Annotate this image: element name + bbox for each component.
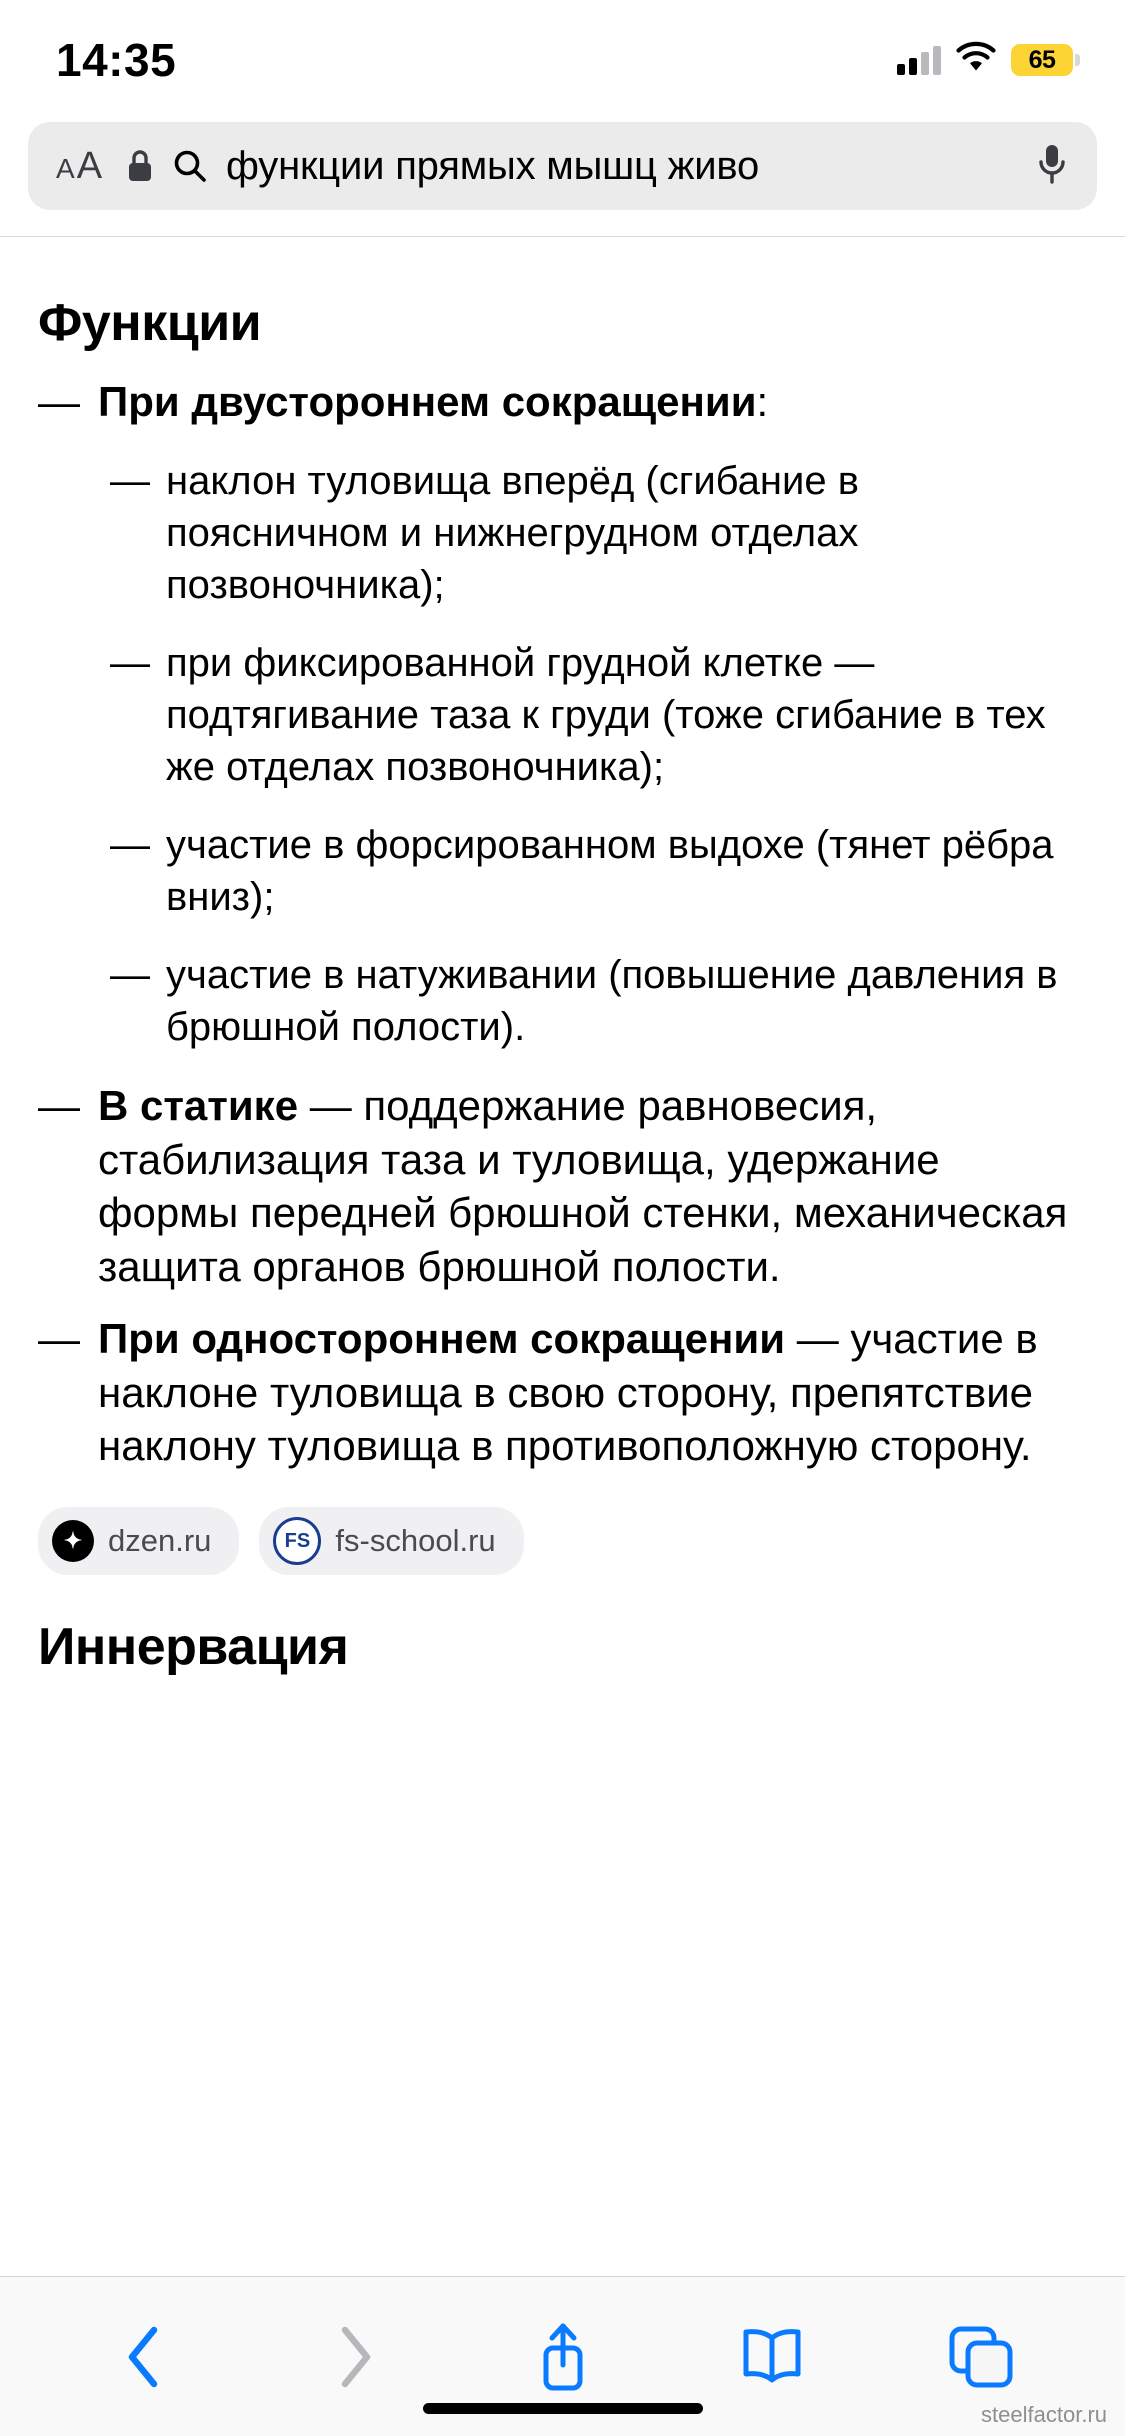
list-item [38, 949, 1087, 1053]
list-item [38, 637, 1087, 793]
list-item [38, 375, 1087, 429]
text-size-big-a: A [76, 144, 103, 187]
status-indicators [897, 32, 1073, 79]
list-item-bold: При одностороннем сокращении [98, 1314, 786, 1362]
list-dash: — [38, 1314, 80, 1362]
list-item [38, 1079, 1087, 1294]
list-item-bold: В статике [98, 1081, 299, 1129]
source-chips [38, 1507, 1087, 1575]
list-item-text: участие в форсированном выдохе (тянет рёбра вниз); [166, 822, 1054, 919]
page-title: Функции [38, 294, 262, 352]
back-button[interactable] [90, 2302, 200, 2412]
list-item-text: — участие в наклоне туловища в свою сторону, препятствие наклону туловища в противоположную сторону. [98, 1314, 1038, 1470]
list-item-text: : [756, 378, 769, 425]
tabs-button[interactable] [926, 2302, 1036, 2412]
list-dash: — [38, 378, 80, 425]
list-dash: — [110, 458, 150, 503]
microphone-icon[interactable] [1029, 141, 1069, 192]
list-dash: — [110, 822, 150, 867]
source-chip-fs-school[interactable] [259, 1507, 523, 1575]
list-item [38, 1312, 1087, 1473]
browser-toolbar [0, 2276, 1125, 2436]
search-icon [172, 148, 208, 184]
url-field[interactable] [28, 122, 1097, 210]
share-button[interactable] [508, 2302, 618, 2412]
status-bar [0, 0, 1125, 110]
list-dash: — [38, 1081, 80, 1129]
browser-address-bar [0, 110, 1125, 237]
list-item [38, 455, 1087, 611]
text-size-button[interactable] [56, 145, 108, 188]
battery-percent: 65 [1028, 45, 1056, 74]
list-item-text: — поддержание равновесия, стабилизация таза и туловища, удержание формы передней брюшной стенки, механическая защита органов брюшной полости. [98, 1081, 1068, 1290]
list-item-text: участие в натуживании (повышение давления в брюшной полости). [166, 952, 1058, 1049]
list-item [38, 819, 1087, 923]
bookmarks-button[interactable] [717, 2302, 827, 2412]
cellular-signal-icon [897, 45, 941, 75]
page-content [0, 237, 1125, 1676]
dzen-icon: ✦ [52, 1520, 94, 1562]
source-label: fs-school.ru [335, 1523, 496, 1558]
home-indicator [423, 2403, 703, 2414]
list-item-text: при фиксированной грудной клетке — подтягивание таза к груди (тоже сгибание в тех же отделах позвоночника); [166, 640, 1046, 789]
list-item-text: наклон туловища вперёд (сгибание в поясничном и нижнегрудном отделах позвоночника); [166, 458, 859, 607]
list-dash: — [110, 640, 150, 685]
source-label: dzen.ru [108, 1523, 212, 1558]
status-time: 14:35 [56, 34, 177, 86]
lock-icon [126, 148, 154, 184]
watermark: steelfactor.ru [981, 2402, 1107, 2427]
list-item-bold: При двустороннем сокращении [98, 378, 757, 425]
text-size-small-a: A [56, 152, 75, 184]
wifi-icon [955, 42, 997, 79]
list-dash: — [110, 952, 150, 997]
battery-icon [1011, 44, 1073, 76]
forward-button[interactable] [299, 2302, 409, 2412]
fs-school-icon: FS [273, 1517, 321, 1565]
source-chip-dzen[interactable] [38, 1507, 239, 1575]
next-section-title: Иннервация [38, 1618, 349, 1676]
url-input[interactable]: функции прямых мышц живо [226, 144, 760, 188]
